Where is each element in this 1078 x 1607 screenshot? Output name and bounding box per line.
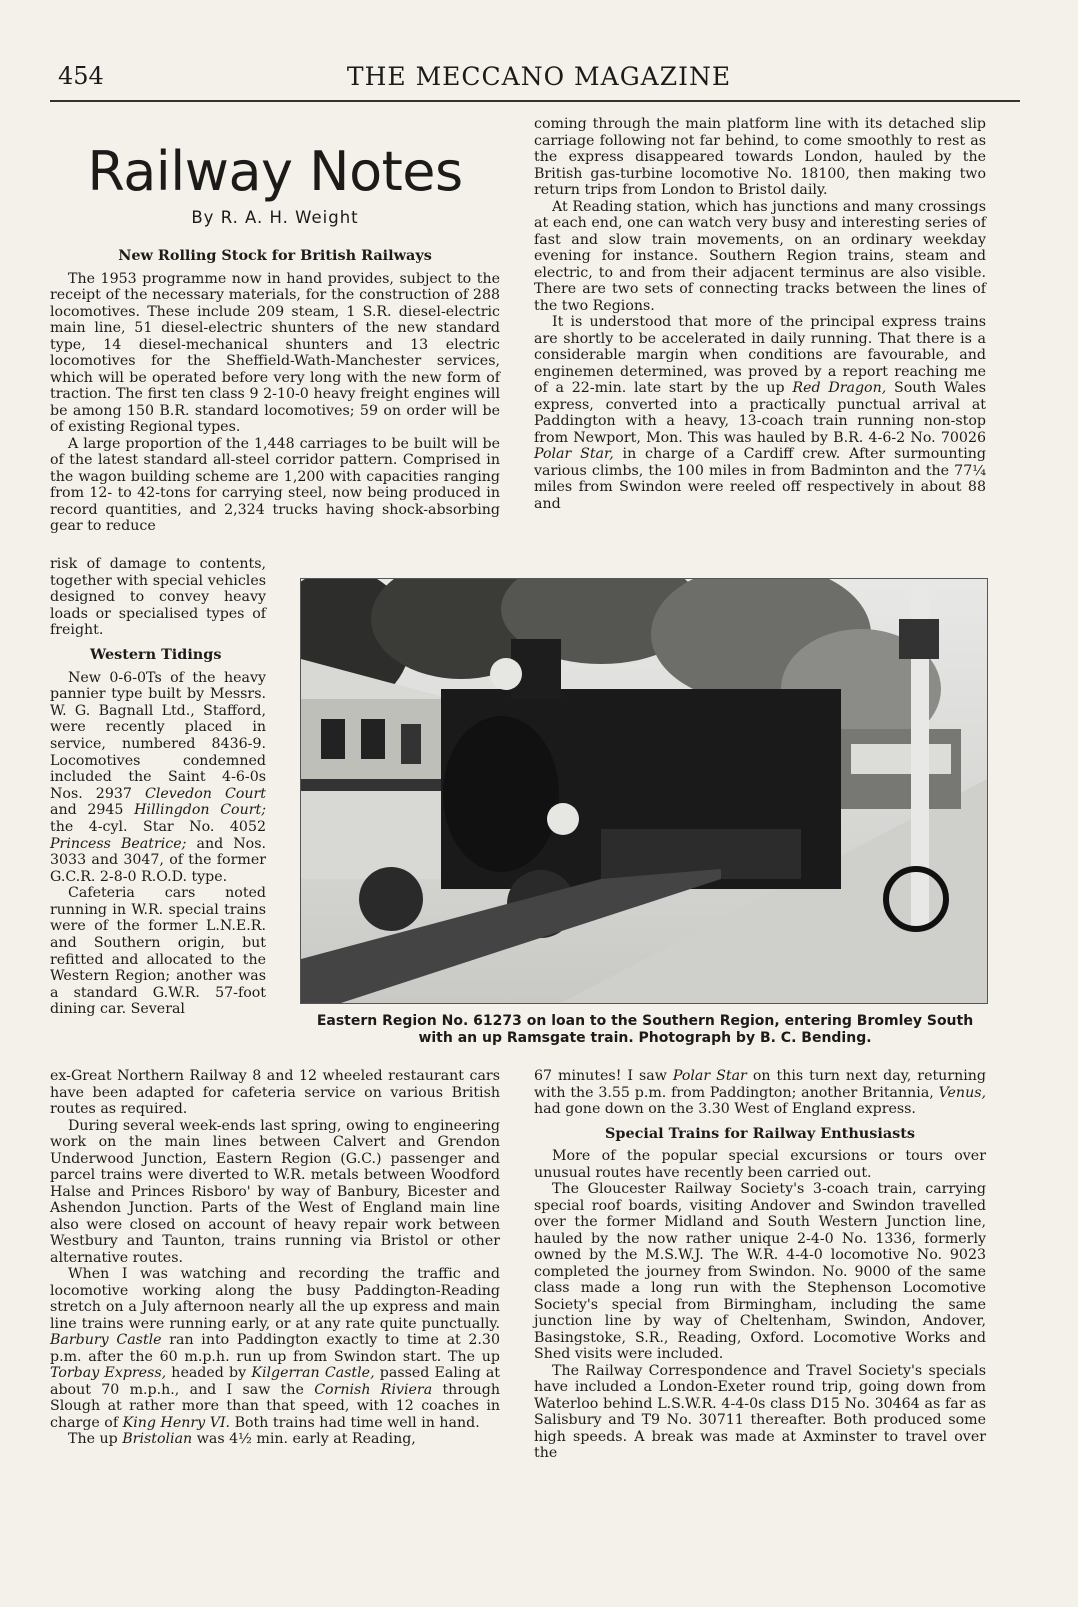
paragraph: It is understood that more of the principal express trains are shortly to be accelerated in daily running. That there is a considerable margin when conditions are favourable, and enginemen determined, was proved by a report reaching me of a 22-min. late start by the up Red Dragon, South Wales express, converted into a practically punctual arrival at Paddington with a heavy, 13-coach train running non-stop from Newport, Mon. This was hauled by B.R. 4-6-2 No. 70026 Polar Star, in charge of a Cardiff crew. After surmounting various climbs, the 100 miles in from Badminton and the 77¼ miles from Swindon were reeled off respectively in about 88 and	[534, 314, 986, 512]
locomotive-photo	[300, 578, 988, 1004]
magazine-title: THE MECCANO MAGAZINE	[346, 62, 732, 91]
paragraph: Cafeteria cars noted running in W.R. special trains were of the former L.N.E.R. and Southern origin, but refitted and allocated to the Western Region; another was a standard G.W.R. 57-foot dining car. Several	[50, 885, 266, 1018]
left-column-lower	[50, 1068, 500, 1448]
paragraph: The Railway Correspondence and Travel Society's specials have included a London-Exeter round trip, going down from Waterloo behind L.S.W.R. 4-4-0s class D15 No. 30464 as far as Salisbury and T9 No. 30711 thereafter. Both produced some high speeds. A break was made at Axminster to travel over the	[534, 1362, 986, 1461]
page-number: 454	[58, 62, 104, 90]
left-column-upper	[50, 240, 500, 535]
paragraph: New 0-6-0Ts of the heavy pannier type built by Messrs. W. G. Bagnall Ltd., Stafford, were recently placed in service, numbered 8436-9. Locomotives condemned included the Saint 4-6-0s Nos. 2937 Clevedon Court and 2945 Hillingdon Court; the 4-cyl. Star No. 4052 Princess Beatrice; and Nos. 3033 and 3047, of the former G.C.R. 2-8-0 R.O.D. type.	[50, 669, 267, 885]
paragraph-continued: 67 minutes! I saw Polar Star on this turn next day, returning with the 3.55 p.m. from Paddington; another Britannia, Venus, had gone down on the 3.30 West of England express.	[534, 1068, 986, 1117]
caption-line: with an up Ramsgate train. Photograph by B. C. Bending.	[418, 1030, 872, 1046]
paragraph: During several week-ends last spring, owing to engineering work on the main lines between Calvert and Grendon Underwood Junction, Eastern Region (G.C.) passenger and parcel trains were diverted to W.R. metals between Woodford Halse and Princes Risboro' by way of Banbury, Bicester and Ashendon Junction. Parts of the West of England main line also were closed on account of heavy repair work between Westbury and Taunton, trains running via Bristol or other alternative routes.	[50, 1117, 500, 1266]
paragraph-continued: risk of damage to contents, together with special vehicles designed to convey heavy loads or specialised types of freight.	[50, 556, 266, 639]
locomotive-photo-image	[301, 579, 987, 1003]
narrow-column	[50, 556, 266, 1018]
right-column-upper	[534, 116, 986, 512]
section-heading-western-tidings: Western Tidings	[90, 645, 222, 663]
photo-caption	[290, 1013, 1000, 1047]
paragraph-continued: ex-Great Northern Railway 8 and 12 wheeled restaurant cars have been adapted for cafeteria service on various British routes as required.	[50, 1068, 500, 1117]
article-title: Railway Notes	[87, 140, 463, 203]
header-rule	[50, 100, 1020, 102]
paragraph: When I was watching and recording the traffic and locomotive working along the busy Paddington-Reading stretch on a July afternoon nearly all the up express and main line trains were running early, or at any rate quite punctually. Barbury Castle ran into Paddington exactly to time at 2.30 p.m. after the 60 m.p.h. run up from Swindon start. The up Torbay Express, headed by Kilgerran Castle, passed Ealing at about 70 m.p.h., and I saw the Cornish Riviera through Slough at rather more than that speed, with 12 coaches in charge of King Henry VI. Both trains had time well in hand.	[50, 1266, 500, 1431]
paragraph: At Reading station, which has junctions and many crossings at each end, one can watch very busy and interesting series of fast and slow train movements, on an ordinary weekday evening for instance. Southern Region trains, steam and electric, to and from their adjacent terminus are also visible. There are two sets of connecting tracks between the lines of the two Regions.	[534, 198, 986, 314]
right-column-lower	[534, 1068, 986, 1462]
paragraph: The 1953 programme now in hand provides, subject to the receipt of the necessary materials, for the construction of 288 locomotives. These include 209 steam, 1 S.R. diesel-electric main line, 51 diesel-electric shunters of the new standard type, 14 diesel-mechanical shunters and 13 electric locomotives for the Sheffield-Wath-Manchester services, which will be operated before very long with the new form of traction. The first ten class 9 2-10-0 heavy freight engines will be among 150 B.R. standard locomotives; 59 on order will be of existing Regional types.	[50, 270, 500, 435]
article-byline: By R. A. H. Weight	[191, 208, 359, 227]
paragraph-continued: coming through the main platform line with its detached slip carriage following not far behind, to come smoothly to rest as the express disappeared towards London, hauled by the British gas-turbine locomotive No. 18100, then making two return trips from London to Bristol daily.	[534, 116, 986, 198]
section-heading-special-trains: Special Trains for Railway Enthusiasts	[604, 1124, 915, 1142]
paragraph: The Gloucester Railway Society's 3-coach train, carrying special roof boards, visiting Andover and Swindon travelled over the former Midland and South Western Junction line, hauled by the now rather unique 2-4-0 No. 1336, formerly owned by the M.S.W.J. The W.R. 4-4-0 locomotive No. 9023 completed the journey from Swindon. No. 9000 of the same class made a long run with the Stephenson Locomotive Society's special from Birmingham, including the same junction line by way of Cheltenham, Swindon, Andover, Basingstoke, S.R., Reading, Oxford. Locomotive Works and Shed visits were included.	[534, 1181, 986, 1362]
paragraph: More of the popular special excursions or tours over unusual routes have recently been carried out.	[534, 1148, 986, 1181]
paragraph: The up Bristolian was 4½ min. early at Reading,	[68, 1431, 416, 1447]
section-heading-rolling-stock: New Rolling Stock for British Railways	[118, 247, 432, 264]
caption-line: Eastern Region No. 61273 on loan to the Southern Region, entering Bromley South	[316, 1013, 974, 1029]
paragraph: A large proportion of the 1,448 carriages to be built will be of the latest standard all-steel corridor pattern. Comprised in the wagon building scheme are 1,200 with capacities ranging from 12- to 42-tons for carrying steel, now being produced in record quantities, and 2,324 trucks having shock-absorbing gear to reduce	[50, 435, 500, 534]
